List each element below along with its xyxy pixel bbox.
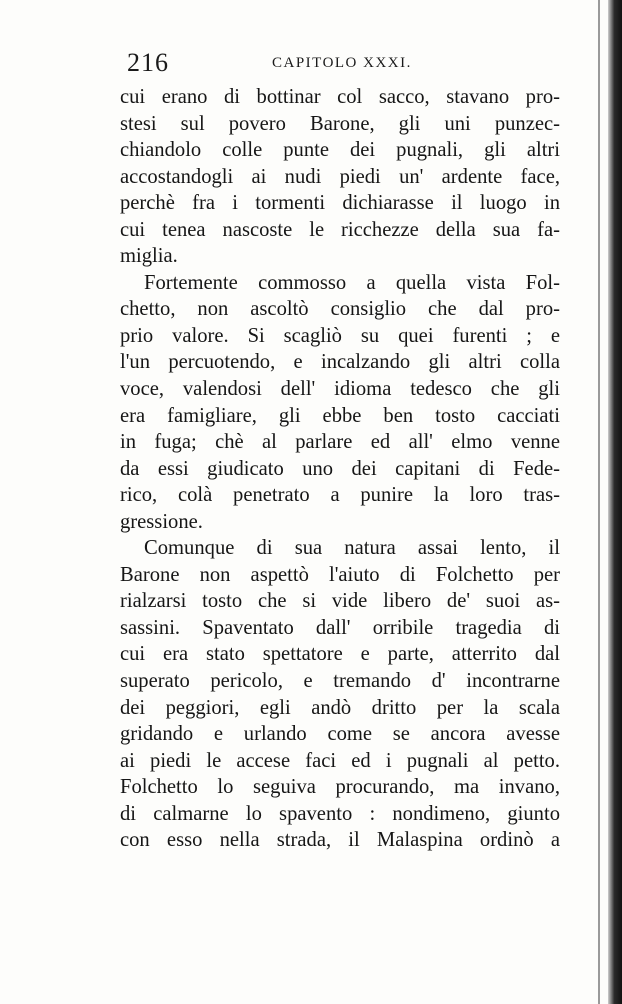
text-line: cui era stato spettatore e parte, atterrito dal: [120, 643, 560, 666]
text-line: era famigliare, gli ebbe ben tosto cacciati: [120, 404, 560, 427]
text-line: Comunque di sua natura assai lento, il: [144, 537, 560, 560]
text-line: sassini. Spaventato dall' orribile tragedia di: [120, 616, 560, 639]
page-header: [127, 48, 557, 78]
text-line: Fortemente commosso a quella vista Fol-: [144, 271, 560, 294]
text-line: Folchetto lo seguiva procurando, ma invano,: [120, 776, 560, 799]
page-edge-shadow: [608, 0, 622, 1004]
text-line: accostandogli ai nudi piedi un' ardente face,: [120, 165, 560, 188]
text-line: prio valore. Si scagliò su quei furenti ; e: [120, 324, 560, 347]
text-line: in fuga; chè al parlare ed all' elmo venne: [120, 431, 560, 454]
body-text: [120, 84, 560, 854]
text-line: chiandolo colle punte dei pugnali, gli altri: [120, 139, 560, 162]
text-line: chetto, non ascoltò consiglio che dal pro-: [120, 298, 560, 321]
text-line: rialzarsi tosto che si vide libero de' suoi as-: [120, 590, 560, 613]
running-head: CAPITOLO XXXI.: [272, 55, 412, 71]
text-line: voce, valendosi dell' idioma tedesco che gli: [120, 378, 560, 401]
text-line: cui tenea nascoste le ricchezze della sua fa-: [120, 218, 560, 241]
page-number: 216: [127, 48, 169, 77]
text-line: con esso nella strada, il Malaspina ordinò a: [120, 829, 560, 852]
text-line: rico, colà penetrato a punire la loro tras-: [120, 484, 560, 507]
text-line: Barone non aspettò l'aiuto di Folchetto per: [120, 563, 560, 586]
text-line: miglia.: [120, 245, 178, 268]
text-line: ai piedi le accese faci ed i pugnali al petto.: [120, 749, 560, 772]
text-line: cui erano di bottinar col sacco, stavano pro-: [120, 86, 560, 108]
text-line: perchè fra i tormenti dichiarasse il luogo in: [120, 192, 560, 215]
text-line: dei peggiori, egli andò dritto per la scala: [120, 696, 560, 719]
text-line: superato pericolo, e tremando d' incontrarne: [120, 670, 560, 693]
text-line: di calmarne lo spavento : nondimeno, giunto: [120, 802, 560, 825]
text-line: gressione.: [120, 510, 203, 533]
text-line: da essi giudicato uno dei capitani di Fede-: [120, 457, 560, 480]
text-line: l'un percuotendo, e incalzando gli altri colla: [120, 351, 560, 374]
page-edge-line: [598, 0, 600, 1004]
text-line: gridando e urlando come se ancora avesse: [120, 723, 560, 746]
text-line: stesi sul povero Barone, gli uni punzec-: [120, 112, 560, 135]
